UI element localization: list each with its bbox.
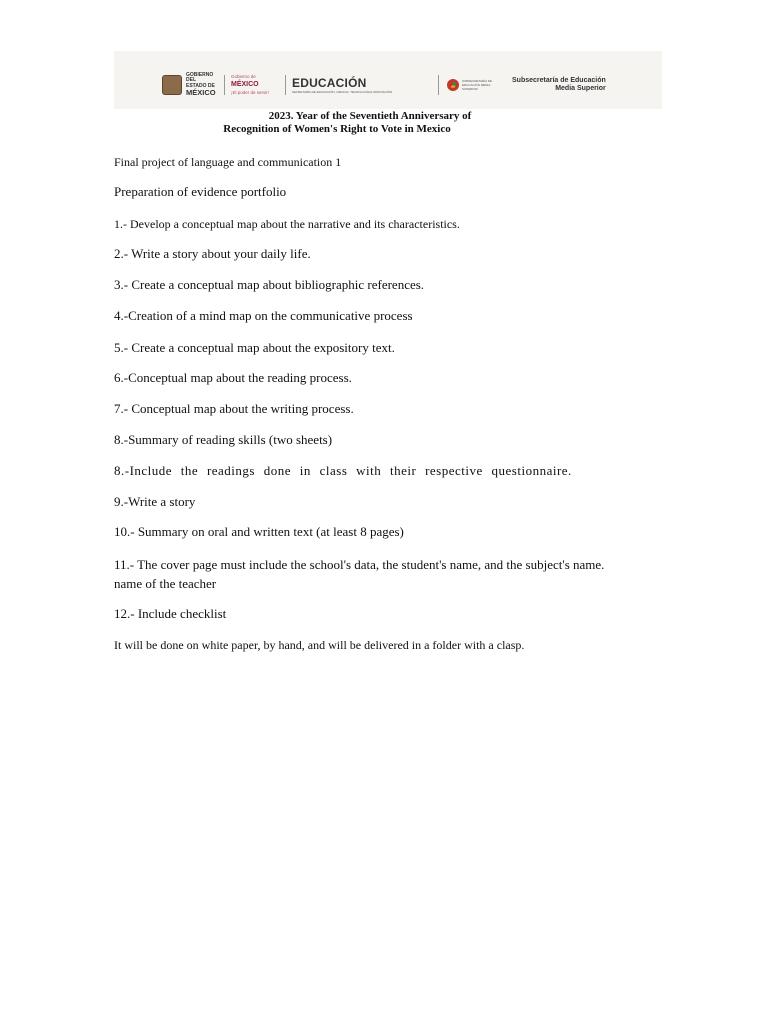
document-title (0, 110, 740, 136)
title-line-2: Recognition of Women's Right to Vote in Mexico (223, 123, 451, 135)
section-subtitle: Preparation of evidence portfolio (114, 184, 287, 199)
sems-line-2: Media Superior (555, 85, 606, 92)
sems-circle-text: SUBSECRETARÍA DE EDUCACIÓN MEDIA SUPERIOR (462, 79, 492, 91)
footer-note: It will be done on white paper, by hand, and will be delivered in a folder with a clasp. (114, 638, 525, 652)
title-line-1: 2023. Year of the Seventieth Anniversary of (268, 110, 472, 122)
intro-text: Final project of language and communication 1 (114, 155, 342, 169)
list-item: 6.-Conceptual map about the reading process. (114, 370, 352, 385)
sems-line-1: Subsecretaría de Educación (512, 77, 606, 84)
mexico-logo-sub: ¡El poder de servir! (231, 90, 270, 95)
institution-logos (162, 73, 606, 97)
logo-divider (285, 75, 286, 95)
edomex-line-2: ESTADO DE (186, 82, 215, 89)
sems-circle-icon (447, 79, 459, 91)
list-item: 5.- Create a conceptual map about the expository text. (114, 340, 395, 355)
education-subtitle: SECRETARÍA DE EDUCACIÓN, CIENCIA, TECNOLOGÍA E INNOVACIÓN (292, 89, 393, 94)
logo-divider (224, 75, 225, 95)
list-item: 2.- Write a story about your daily life. (114, 246, 311, 261)
list-item: 11.- The cover page must include the school's data, the student's name, and the subject's name. name of the teacher (114, 557, 605, 591)
list-item: 12.- Include checklist (114, 606, 227, 621)
education-title: EDUCACIÓN (292, 75, 367, 90)
list-item: 3.- Create a conceptual map about bibliographic references. (114, 277, 425, 292)
list-item: 10.- Summary on oral and written text (at least 8 pages) (114, 524, 404, 539)
list-item: 7.- Conceptual map about the writing process. (114, 401, 354, 416)
list-item: 4.-Creation of a mind map on the communicative process (114, 308, 413, 323)
edomex-logo-text (186, 73, 218, 98)
list-item: 9.-Write a story (114, 494, 196, 509)
list-item: 8.-Summary of reading skills (two sheets) (114, 432, 333, 447)
education-logo (292, 77, 432, 94)
sems-logo-text (512, 77, 606, 93)
list-item: 8.-Include the readings done in class with their respective questionnaire. (114, 463, 572, 478)
mexico-logo-top: Gobierno de (231, 74, 256, 79)
list-item: 1.- Develop a conceptual map about the narrative and its characteristics. (114, 217, 460, 231)
mexico-logo-text: MÉXICO (231, 81, 259, 88)
state-seal-icon (162, 75, 182, 95)
logo-divider (438, 75, 439, 95)
edomex-line-3: MÉXICO (186, 88, 216, 98)
mexico-logo (231, 73, 279, 97)
edomex-line-1: GOBIERNO DEL (186, 71, 214, 84)
